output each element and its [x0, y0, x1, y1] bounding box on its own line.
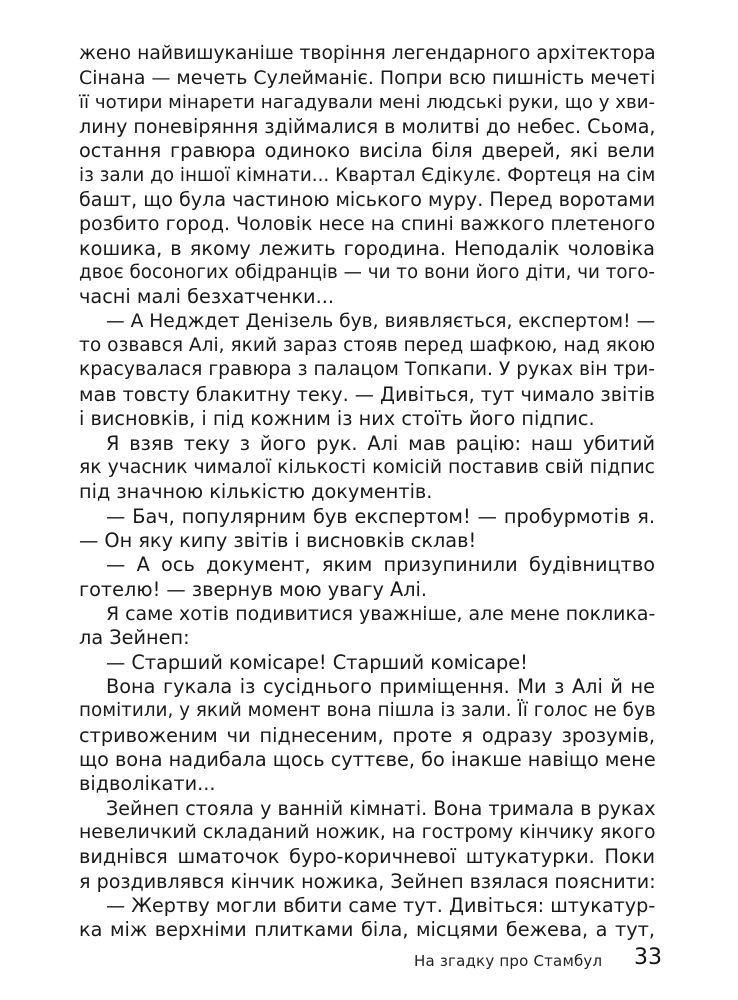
text-line: невеличкий складаний ножик, на гострому кінчику якого — [79, 822, 656, 843]
text-line: — Старший комісаре! Старший комісаре! — [106, 650, 528, 674]
text-line: кошика, в якому лежить городина. Неподалік чоловіка — [79, 236, 655, 260]
text-line: я роздивлявся кінчик ножика, Зейнеп взялася пояснити: — [79, 869, 656, 893]
text-line: Вона гукала із сусіднього приміщення. Ми з Алі й не — [106, 674, 655, 698]
text-line: остання гравюра одиноко висіла біля дверей, які вели — [79, 139, 655, 163]
text-line: розбито город. Чоловік несе на спині важкого плетеного — [79, 213, 656, 236]
text-line: жено найвишуканіше творіння легендарного архітектора — [79, 43, 656, 64]
text-line: готелю! — звернув мою увагу Алі. — [79, 577, 428, 601]
text-line: як учасник чималої кількості комісій поставив свій підпис — [79, 456, 655, 478]
text-line: — А ось документ, яким призупинили будівництво — [106, 553, 655, 577]
text-line: башт, що була частиною міського муру. Перед воротами — [79, 188, 656, 212]
text-line: двоє босоногих обідранців — чи то вони його діти, чи того- — [79, 262, 656, 284]
text-line: Я взяв теку з його рук. Алі мав рацію: наш убитий — [106, 431, 655, 455]
text-line: і висновків, і під кожним із них стоїть його підпис. — [79, 407, 595, 431]
text-line: часні малі безхатченки... — [79, 285, 334, 309]
text-line: красувалася гравюра з палацом Топкапи. У руках він три- — [79, 359, 656, 381]
text-line: із зали до іншої кімнати... Квартал Єдікулє. Фортеця на сім — [79, 164, 656, 186]
running-footer-title: На згадку про Стамбул — [414, 952, 603, 970]
text-line: що вона надибала щось суттєве, бо інакше навіщо мене — [79, 747, 656, 771]
text-line: її чотири мінарети нагадували мені людські руки, що у хви- — [79, 91, 656, 113]
text-line: відволікати... — [79, 772, 216, 796]
text-line: — А Недждет Денізель був, виявляється, експертом! — — [106, 310, 656, 332]
text-line: стривоженим чи піднесеним, проте я одразу зрозумів, — [79, 723, 655, 747]
text-line: ла Зейнеп: — [79, 626, 190, 650]
page-number: 33 — [634, 945, 662, 970]
text-line: Сінана — мечеть Сулейманіє. Попри всю пишність мечеті — [79, 67, 656, 90]
text-line: то озвався Алі, який зараз стояв перед шафкою, над якою — [79, 335, 656, 357]
text-line: Зейнеп стояла у ванній кімнаті. Вона тримала в руках — [106, 796, 656, 820]
page-body-text — [79, 42, 655, 943]
text-line: — Он яку кипу звітів і висновків склав! — [79, 528, 477, 552]
text-line: лину поневіряння здіймалися в молитві до небес. Сьома, — [79, 116, 656, 139]
text-line: мав товсту блакитну теку. — Дивіться, тут чимало звітів — [79, 382, 656, 406]
text-line: — Бач, популярним був експертом! — пробурмотів я. — [106, 504, 655, 528]
text-line: ка між верхніми плитками біла, місцями бежева, а тут, — [79, 918, 655, 942]
text-line: виднівся шматочок буро-коричневої штукатурки. Поки — [79, 845, 655, 869]
text-line: під значною кількістю документів. — [79, 480, 433, 504]
text-line: — Жертву могли вбити саме тут. Дивіться: штукатур- — [106, 894, 656, 918]
text-line: Я саме хотів подивитися уважніше, але мене поклика- — [106, 602, 656, 625]
text-line: помітили, у який момент вона пішла із зали. Її голос не був — [79, 700, 656, 722]
